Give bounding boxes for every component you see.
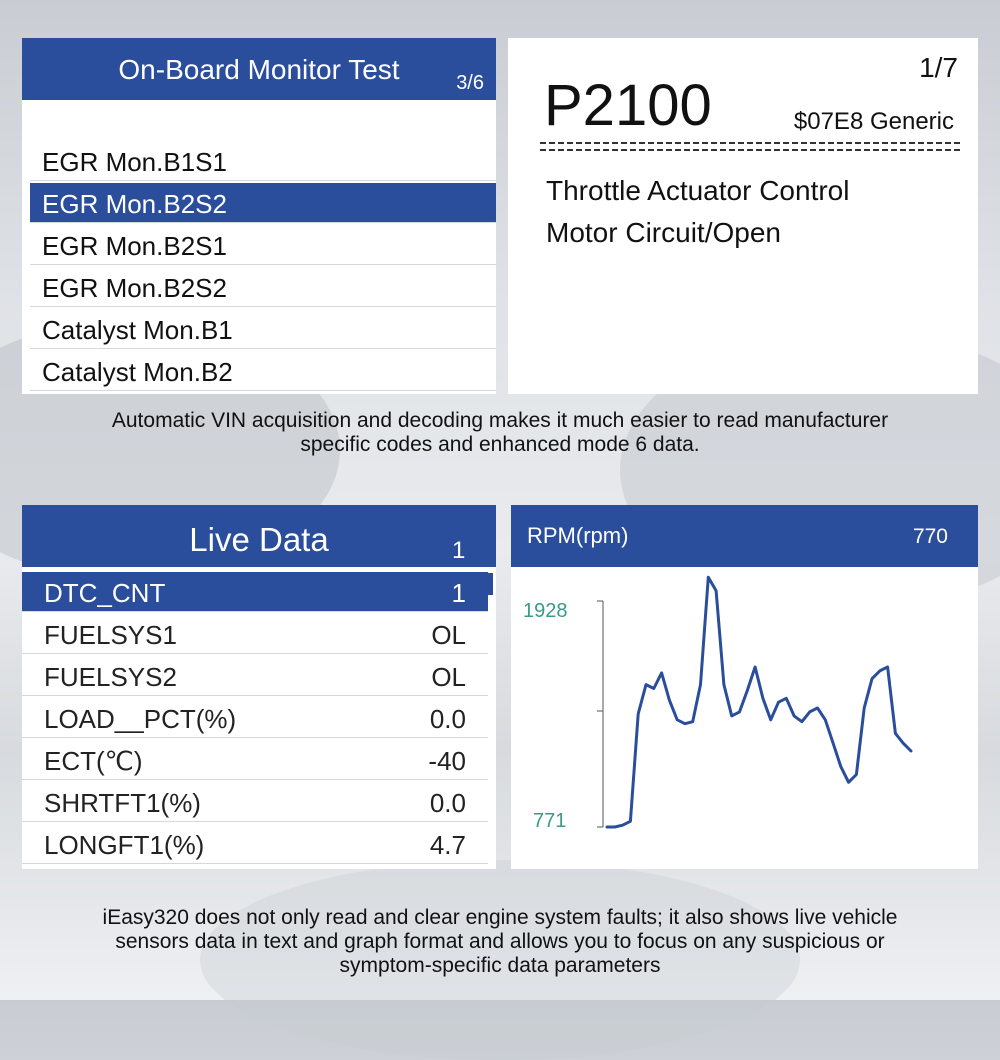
divider [540,142,960,151]
table-row[interactable] [22,824,488,864]
monitor-test-header [22,38,496,100]
table-row[interactable] [22,782,488,822]
param-value: -40 [428,746,466,776]
table-row[interactable] [22,614,488,654]
list-item-label: Catalyst Mon.B1 [42,315,233,345]
description-line: Motor Circuit/Open [546,217,781,248]
table-row[interactable] [22,698,488,738]
scrollbar[interactable] [488,573,493,595]
caption-line: symptom-specific data parameters [339,954,661,977]
panel-title: Live Data [189,521,329,558]
page-indicator: 1/7 [919,52,958,83]
list-item-selected[interactable] [30,183,496,223]
param-value: 0.0 [429,704,466,734]
list-item[interactable] [30,267,496,307]
caption-line: iEasy320 does not only read and clear engine system faults; it also shows live vehicle [102,906,898,929]
page-indicator: 3/6 [456,72,484,94]
list-item[interactable] [30,141,496,181]
monitor-list [30,141,496,393]
list-item-label: EGR Mon.B2S2 [42,273,227,303]
param-value: OL [431,620,466,650]
list-item-label: EGR Mon.B2S1 [42,231,227,261]
module-label: $07E8 Generic [793,108,954,135]
caption-top [0,409,1000,457]
live-data-header [22,505,496,567]
list-item[interactable] [30,309,496,349]
param-value: 0.0 [429,788,466,818]
param-value: 1 [451,578,466,608]
caption-line: sensors data in text and graph format and allows you to focus on any suspicious or [115,930,885,953]
param-value: OL [431,662,466,692]
list-item[interactable] [30,351,496,391]
table-row[interactable] [22,740,488,780]
dtc-code: P2100 [544,73,712,138]
graph-label: RPM(rpm) [527,523,629,548]
list-item-label: EGR Mon.B2S2 [42,189,227,219]
live-data-list [22,572,488,866]
panel-title: On-Board Monitor Test [118,54,400,85]
y-min-label: 771 [533,810,567,832]
rpm-graph-panel [511,505,978,869]
y-max-label: 1928 [523,600,568,622]
list-item[interactable] [30,225,496,265]
param-name: LONGFT1(%) [44,830,205,860]
param-name: LOAD__PCT(%) [44,704,237,734]
live-data-panel [22,505,496,869]
rpm-chart [511,567,978,869]
rpm-series-line [607,577,911,827]
list-item-label: EGR Mon.B1S1 [42,147,227,177]
caption-bottom [0,906,1000,978]
dtc-detail-panel [508,38,978,394]
page-indicator: 1 [452,537,466,564]
table-row[interactable] [22,656,488,696]
table-row-selected[interactable] [22,572,488,612]
description-line: Throttle Actuator Control [546,175,850,206]
param-name: FUELSYS2 [44,662,177,692]
param-name: FUELSYS1 [44,620,177,650]
param-name: SHRTFT1(%) [44,788,201,818]
dtc-description [546,170,849,254]
caption-line: Automatic VIN acquisition and decoding makes it much easier to read manufacturer [111,409,889,432]
param-value: 4.7 [429,830,466,860]
list-item-label: Catalyst Mon.B2 [42,357,233,387]
param-name: ECT(℃) [44,746,143,776]
monitor-test-panel [22,38,496,394]
param-name: DTC_CNT [44,578,166,608]
graph-current-value: 770 [912,525,948,548]
caption-line: specific codes and enhanced mode 6 data. [300,433,700,456]
graph-header [511,505,978,567]
